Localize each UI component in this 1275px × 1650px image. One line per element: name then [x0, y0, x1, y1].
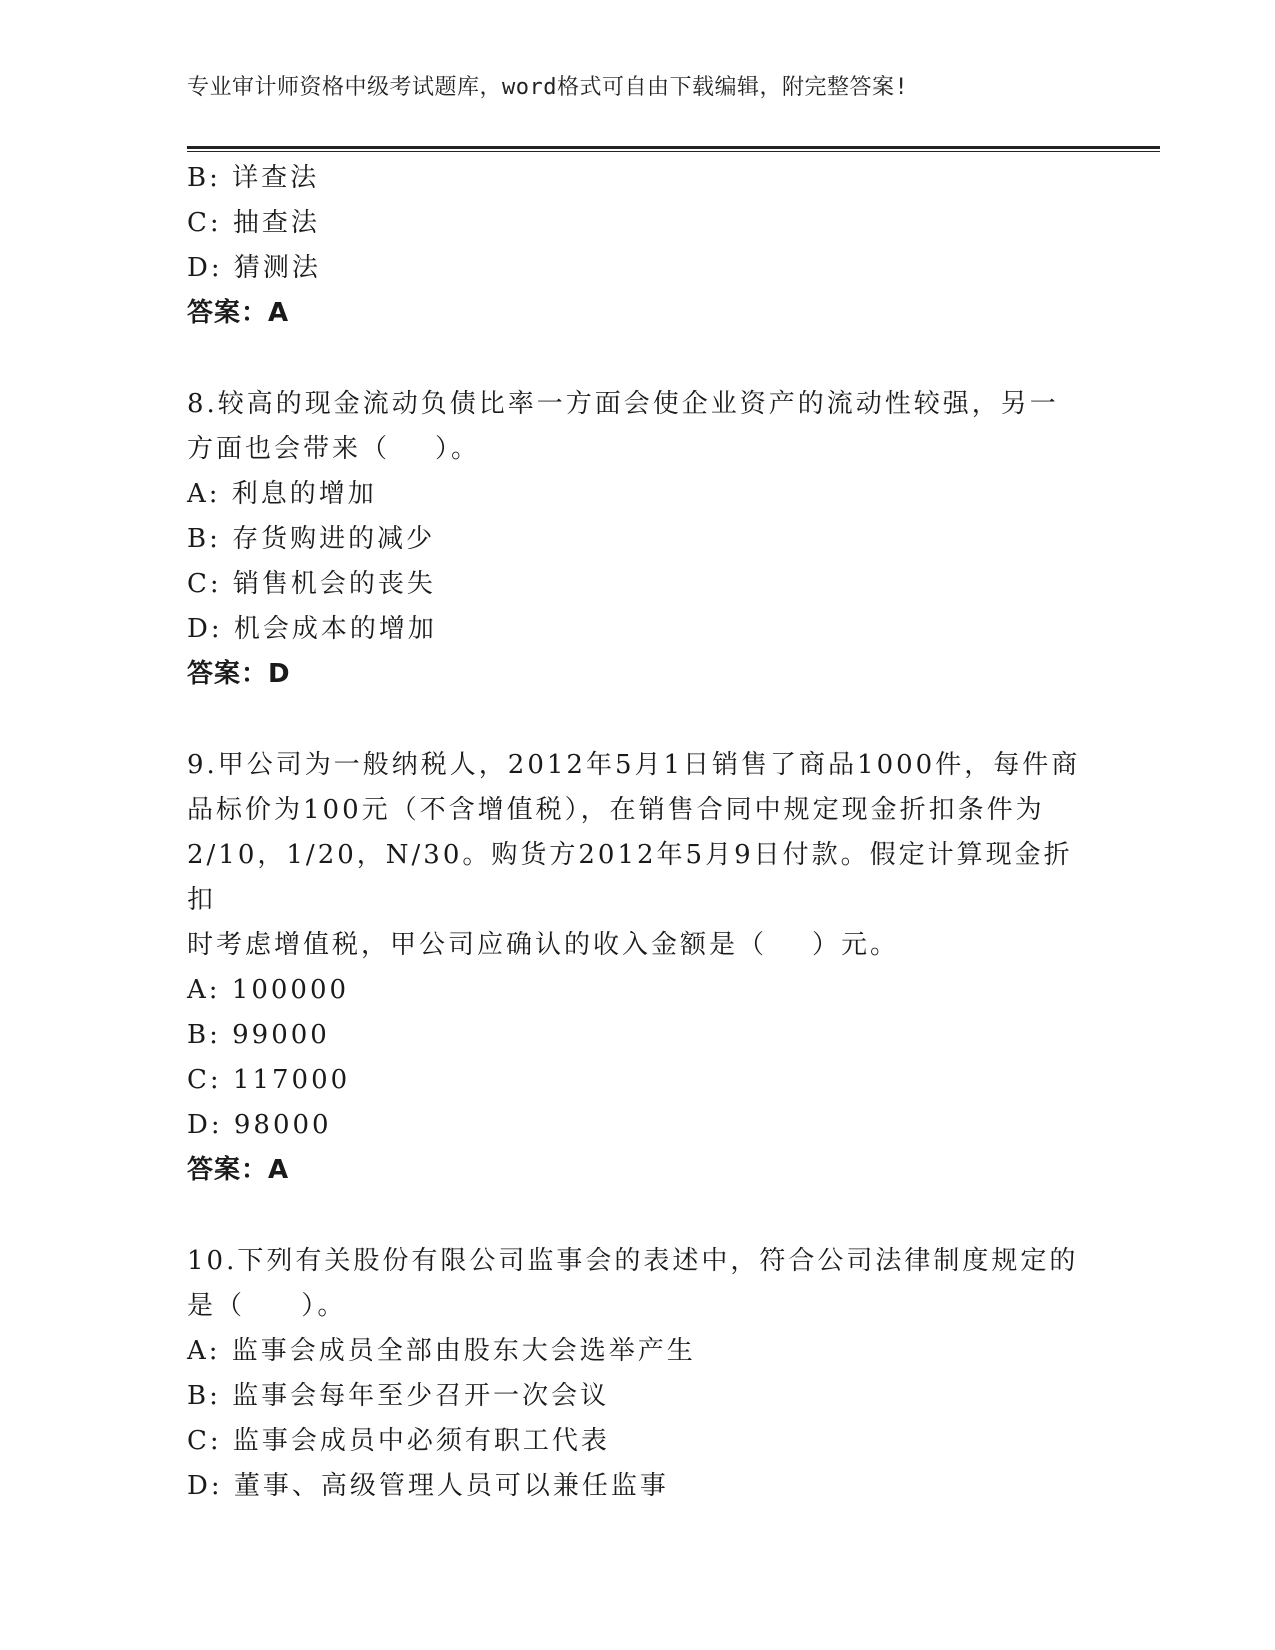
- option-a: A: 100000: [187, 975, 350, 1005]
- answer-line: 答案：D: [187, 659, 291, 689]
- option-b: B: 99000: [187, 1020, 330, 1050]
- question-stem-line: 8.较高的现金流动负债比率一方面会使企业资产的流动性较强，另一: [187, 389, 1059, 419]
- previous-question-tail: [187, 156, 1087, 336]
- question-9: [187, 743, 1087, 1193]
- header-rule: [187, 146, 1160, 152]
- option-d: D: 猜测法: [187, 253, 321, 283]
- question-stem-line: 品标价为100元（不含增值税），在销售合同中规定现金折扣条件为: [187, 795, 1045, 825]
- option-b: B: 存货购进的减少: [187, 524, 436, 554]
- option-c: C: 销售机会的丧失: [187, 569, 436, 599]
- option-d: D: 董事、高级管理人员可以兼任监事: [187, 1471, 669, 1501]
- question-8: [187, 382, 1087, 697]
- question-stem-line: 9.甲公司为一般纳税人，2012年5月1日销售了商品1000件，每件商: [187, 750, 1081, 780]
- document-body: [187, 156, 1087, 1509]
- answer-line: 答案：A: [187, 1155, 290, 1185]
- option-d: D: 机会成本的增加: [187, 614, 437, 644]
- question-stem-line: 时考虑增值税，甲公司应确认的收入金额是（ ）元。: [187, 930, 900, 960]
- question-stem-line: 10.下列有关股份有限公司监事会的表述中，符合公司法律制度规定的: [187, 1246, 1079, 1276]
- page-header: 专业审计师资格中级考试题库，word格式可自由下载编辑，附完整答案!: [187, 75, 909, 100]
- option-c: C: 监事会成员中必须有职工代表: [187, 1426, 610, 1456]
- option-b: B: 详查法: [187, 163, 320, 193]
- answer-line: 答案：A: [187, 298, 290, 328]
- option-a: A: 利息的增加: [187, 479, 377, 509]
- option-a: A: 监事会成员全部由股东大会选举产生: [187, 1336, 696, 1366]
- question-stem-line: 方面也会带来（ ）。: [187, 434, 481, 464]
- option-c: C: 抽查法: [187, 208, 320, 238]
- option-c: C: 117000: [187, 1065, 351, 1095]
- option-b: B: 监事会每年至少召开一次会议: [187, 1381, 610, 1411]
- question-10: [187, 1239, 1087, 1509]
- question-stem-line: 是（ ）。: [187, 1291, 347, 1321]
- option-d: D: 98000: [187, 1110, 332, 1140]
- question-stem-line: 2/10，1/20，N/30。购货方2012年5月9日付款。假定计算现金折扣: [187, 840, 1073, 915]
